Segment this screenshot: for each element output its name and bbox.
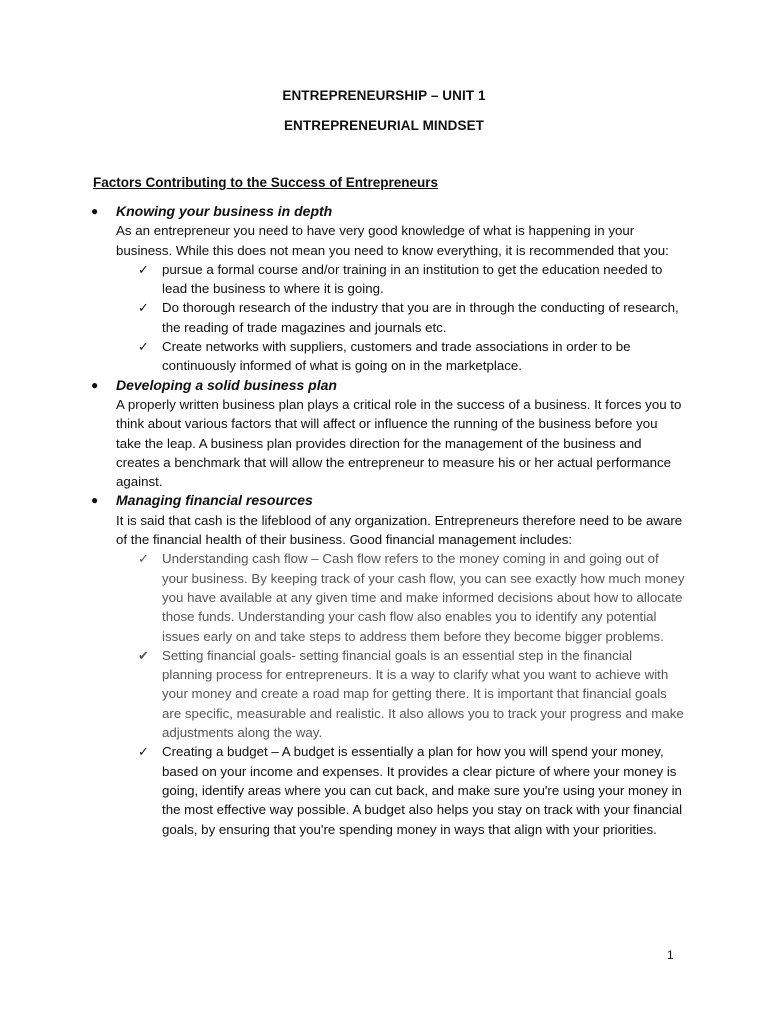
checkmark-icon: ✓ xyxy=(138,300,149,316)
bullet-dot-icon: ● xyxy=(91,493,99,508)
bullet-dot-icon: ● xyxy=(91,204,99,218)
check-item: ✓ Creating a budget – A budget is essentially a plan for how you will spend your money, based on your income and expenses. It provides a clear picture of where your money is going, identify areas where you can cut back, and make sure you're using your money in the most effective way possible. A budget also helps you stay on track with your financial goals, by ensuring that you're spending money in ways that align with your priorities. xyxy=(138,744,683,837)
checkmark-icon: ✓ xyxy=(138,744,149,760)
section-title: Factors Contributing to the Success of Entrepreneurs xyxy=(93,175,439,190)
check-item: ✓ Understanding cash flow – Cash flow refers to the money coming in and going out of your business. By keeping track of your cash flow, you can see exactly how much money you have available at any given time and make informed decisions about how to allocate those funds. Understanding your cash flow also enables you to identify any potential issues early on and take steps to address them before they become bigger problems. xyxy=(138,551,685,644)
document-body xyxy=(91,202,686,839)
check-item: ✓ Create networks with suppliers, customers and trade associations in order to be continuously informed of what is going on in the marketplace. xyxy=(138,339,631,374)
check-list xyxy=(116,260,686,376)
checkmark-icon: ✓ xyxy=(138,261,149,277)
bullet-paragraph: It is said that cash is the lifeblood of any organization. Entrepreneurs therefore need to be aware of the financial health of their business. Good financial management includes: xyxy=(116,512,683,548)
bullet-heading: ● Managing financial resources xyxy=(116,491,686,510)
bullet-paragraph: A properly written business plan plays a critical role in the success of a business. It forces you to think about various factors that will affect or influence the running of the business before you take the leap. A business plan provides direction for the management of the business and creates a benchmark that will allow the entrepreneur to measure his or her actual performance against. xyxy=(116,396,682,490)
checkmark-icon: ✓ xyxy=(138,339,149,355)
check-list xyxy=(116,549,686,838)
check-item: ✔ Setting financial goals- setting financial goals is an essential step in the financial planning process for entrepreneurs. It is a way to clarify what you want to achieve with your money and create a road map for getting there. It is important that financial goals are specific, measurable and realistic. It also allows you to track your progress and make adjustments along the way. xyxy=(138,647,684,741)
page-number: 1 xyxy=(667,948,674,962)
document-subtitle: ENTREPRENEURIAL MINDSET xyxy=(283,118,485,133)
checkmark-icon: ✔ xyxy=(138,647,149,663)
bullet-paragraph: As an entrepreneur you need to have very good knowledge of what is happening in your business. While this does not mean you need to know everything, it is recommended that you: xyxy=(116,223,669,258)
bullet-heading: ● Knowing your business in depth xyxy=(116,202,686,221)
check-item: ✓ Do thorough research of the industry that you are in through the conducting of research, the reading of trade magazines and journals etc. xyxy=(138,300,679,335)
document-title: ENTREPRENEURSHIP – UNIT 1 xyxy=(282,88,486,103)
bullet-heading: ● Developing a solid business plan xyxy=(116,376,686,395)
checkmark-icon: ✓ xyxy=(138,551,149,567)
check-item: ✓ pursue a formal course and/or training in an institution to get the education needed to lead the business to where it is going. xyxy=(138,261,663,297)
bullet-dot-icon: ● xyxy=(91,377,99,392)
